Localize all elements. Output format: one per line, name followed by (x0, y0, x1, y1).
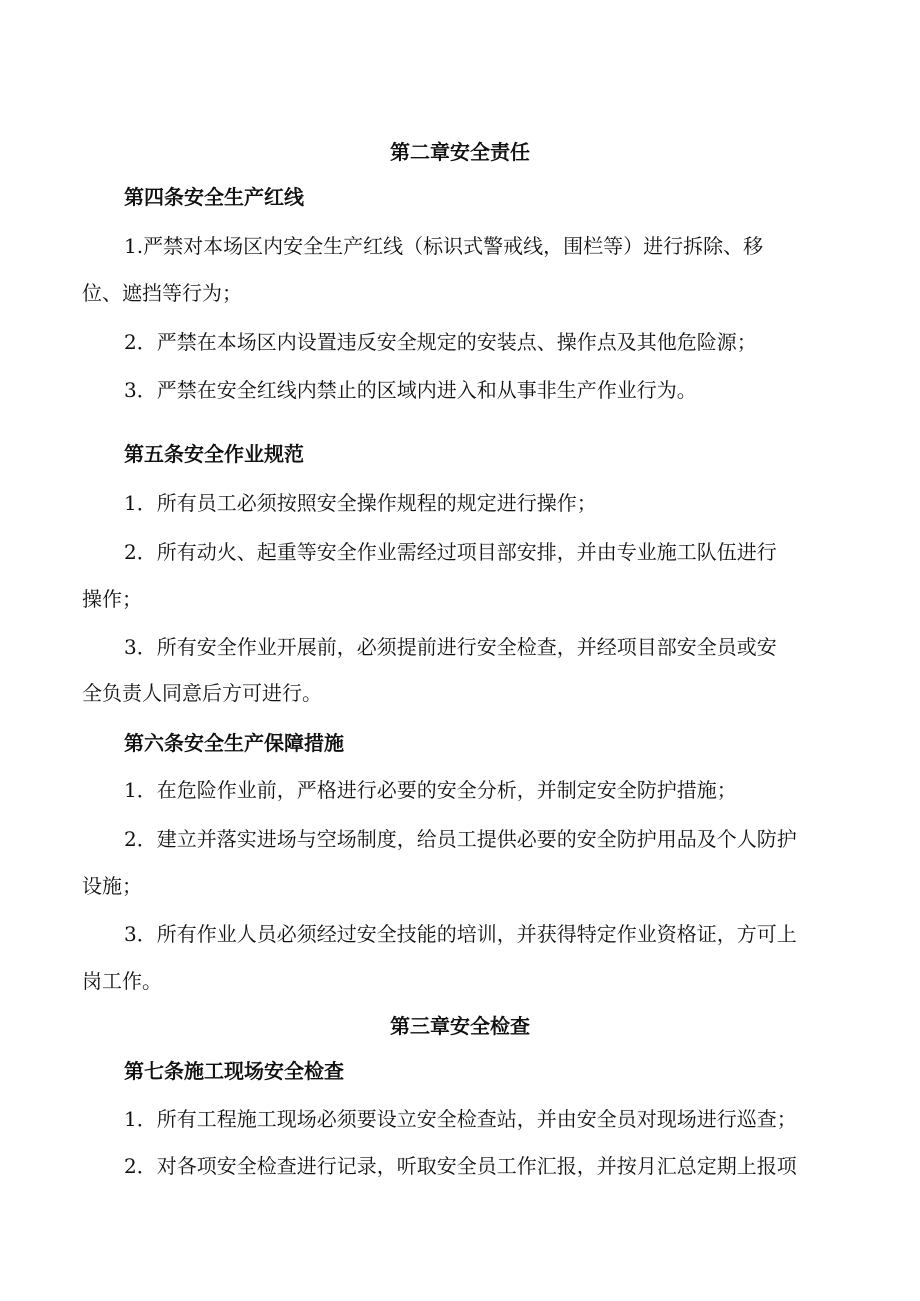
article-6-title: 第六条安全生产保障措施 (124, 731, 344, 755)
article-5-item-1: 1．所有员工必须按照安全操作规程的规定进行操作； (124, 491, 597, 515)
article-6-item-1: 1．在危险作业前，严格进行必要的安全分析，并制定安全防护措施； (124, 778, 737, 802)
article-4-item-2: 2．严禁在本场区内设置违反安全规定的安装点、操作点及其他危险源； (124, 330, 757, 354)
article-5-item-2-line-1: 2．所有动火、起重等安全作业需经过项目部安排，并由专业施工队伍进行 (124, 540, 777, 564)
article-6-item-2-line-2: 设施； (82, 874, 142, 898)
article-7-item-1: 1．所有工程施工现场必须要设立安全检查站，并由安全员对现场进行巡查； (124, 1107, 797, 1131)
article-5-title: 第五条安全作业规范 (124, 442, 304, 466)
article-5-item-2-line-2: 操作； (82, 587, 142, 611)
article-5-item-3-line-1: 3．所有安全作业开展前，必须提前进行安全检查，并经项目部安全员或安 (124, 635, 777, 659)
chapter-2-title: 第二章安全责任 (390, 140, 530, 164)
article-4-item-1-line-2: 位、遮挡等行为； (82, 281, 242, 305)
article-6-item-2-line-1: 2．建立并落实进场与空场制度，给员工提供必要的安全防护用品及个人防护 (124, 827, 797, 851)
article-5-item-3-line-2: 全负责人同意后方可进行。 (82, 681, 322, 705)
article-6-item-3-line-2: 岗工作。 (82, 969, 162, 993)
article-4-item-1-line-1: 1.严禁对本场区内安全生产红线（标识式警戒线，围栏等）进行拆除、移 (124, 234, 764, 258)
article-6-item-3-line-1: 3．所有作业人员必须经过安全技能的培训，并获得特定作业资格证，方可上 (124, 922, 797, 946)
article-4-item-3: 3．严禁在安全红线内禁止的区域内进入和从事非生产作业行为。 (124, 378, 697, 402)
article-7-item-2-line-1: 2．对各项安全检查进行记录，听取安全员工作汇报，并按月汇总定期上报项 (124, 1154, 797, 1178)
article-4-title: 第四条安全生产红线 (124, 185, 304, 209)
article-7-title: 第七条施工现场安全检查 (124, 1059, 344, 1083)
chapter-3-title: 第三章安全检查 (390, 1014, 530, 1038)
